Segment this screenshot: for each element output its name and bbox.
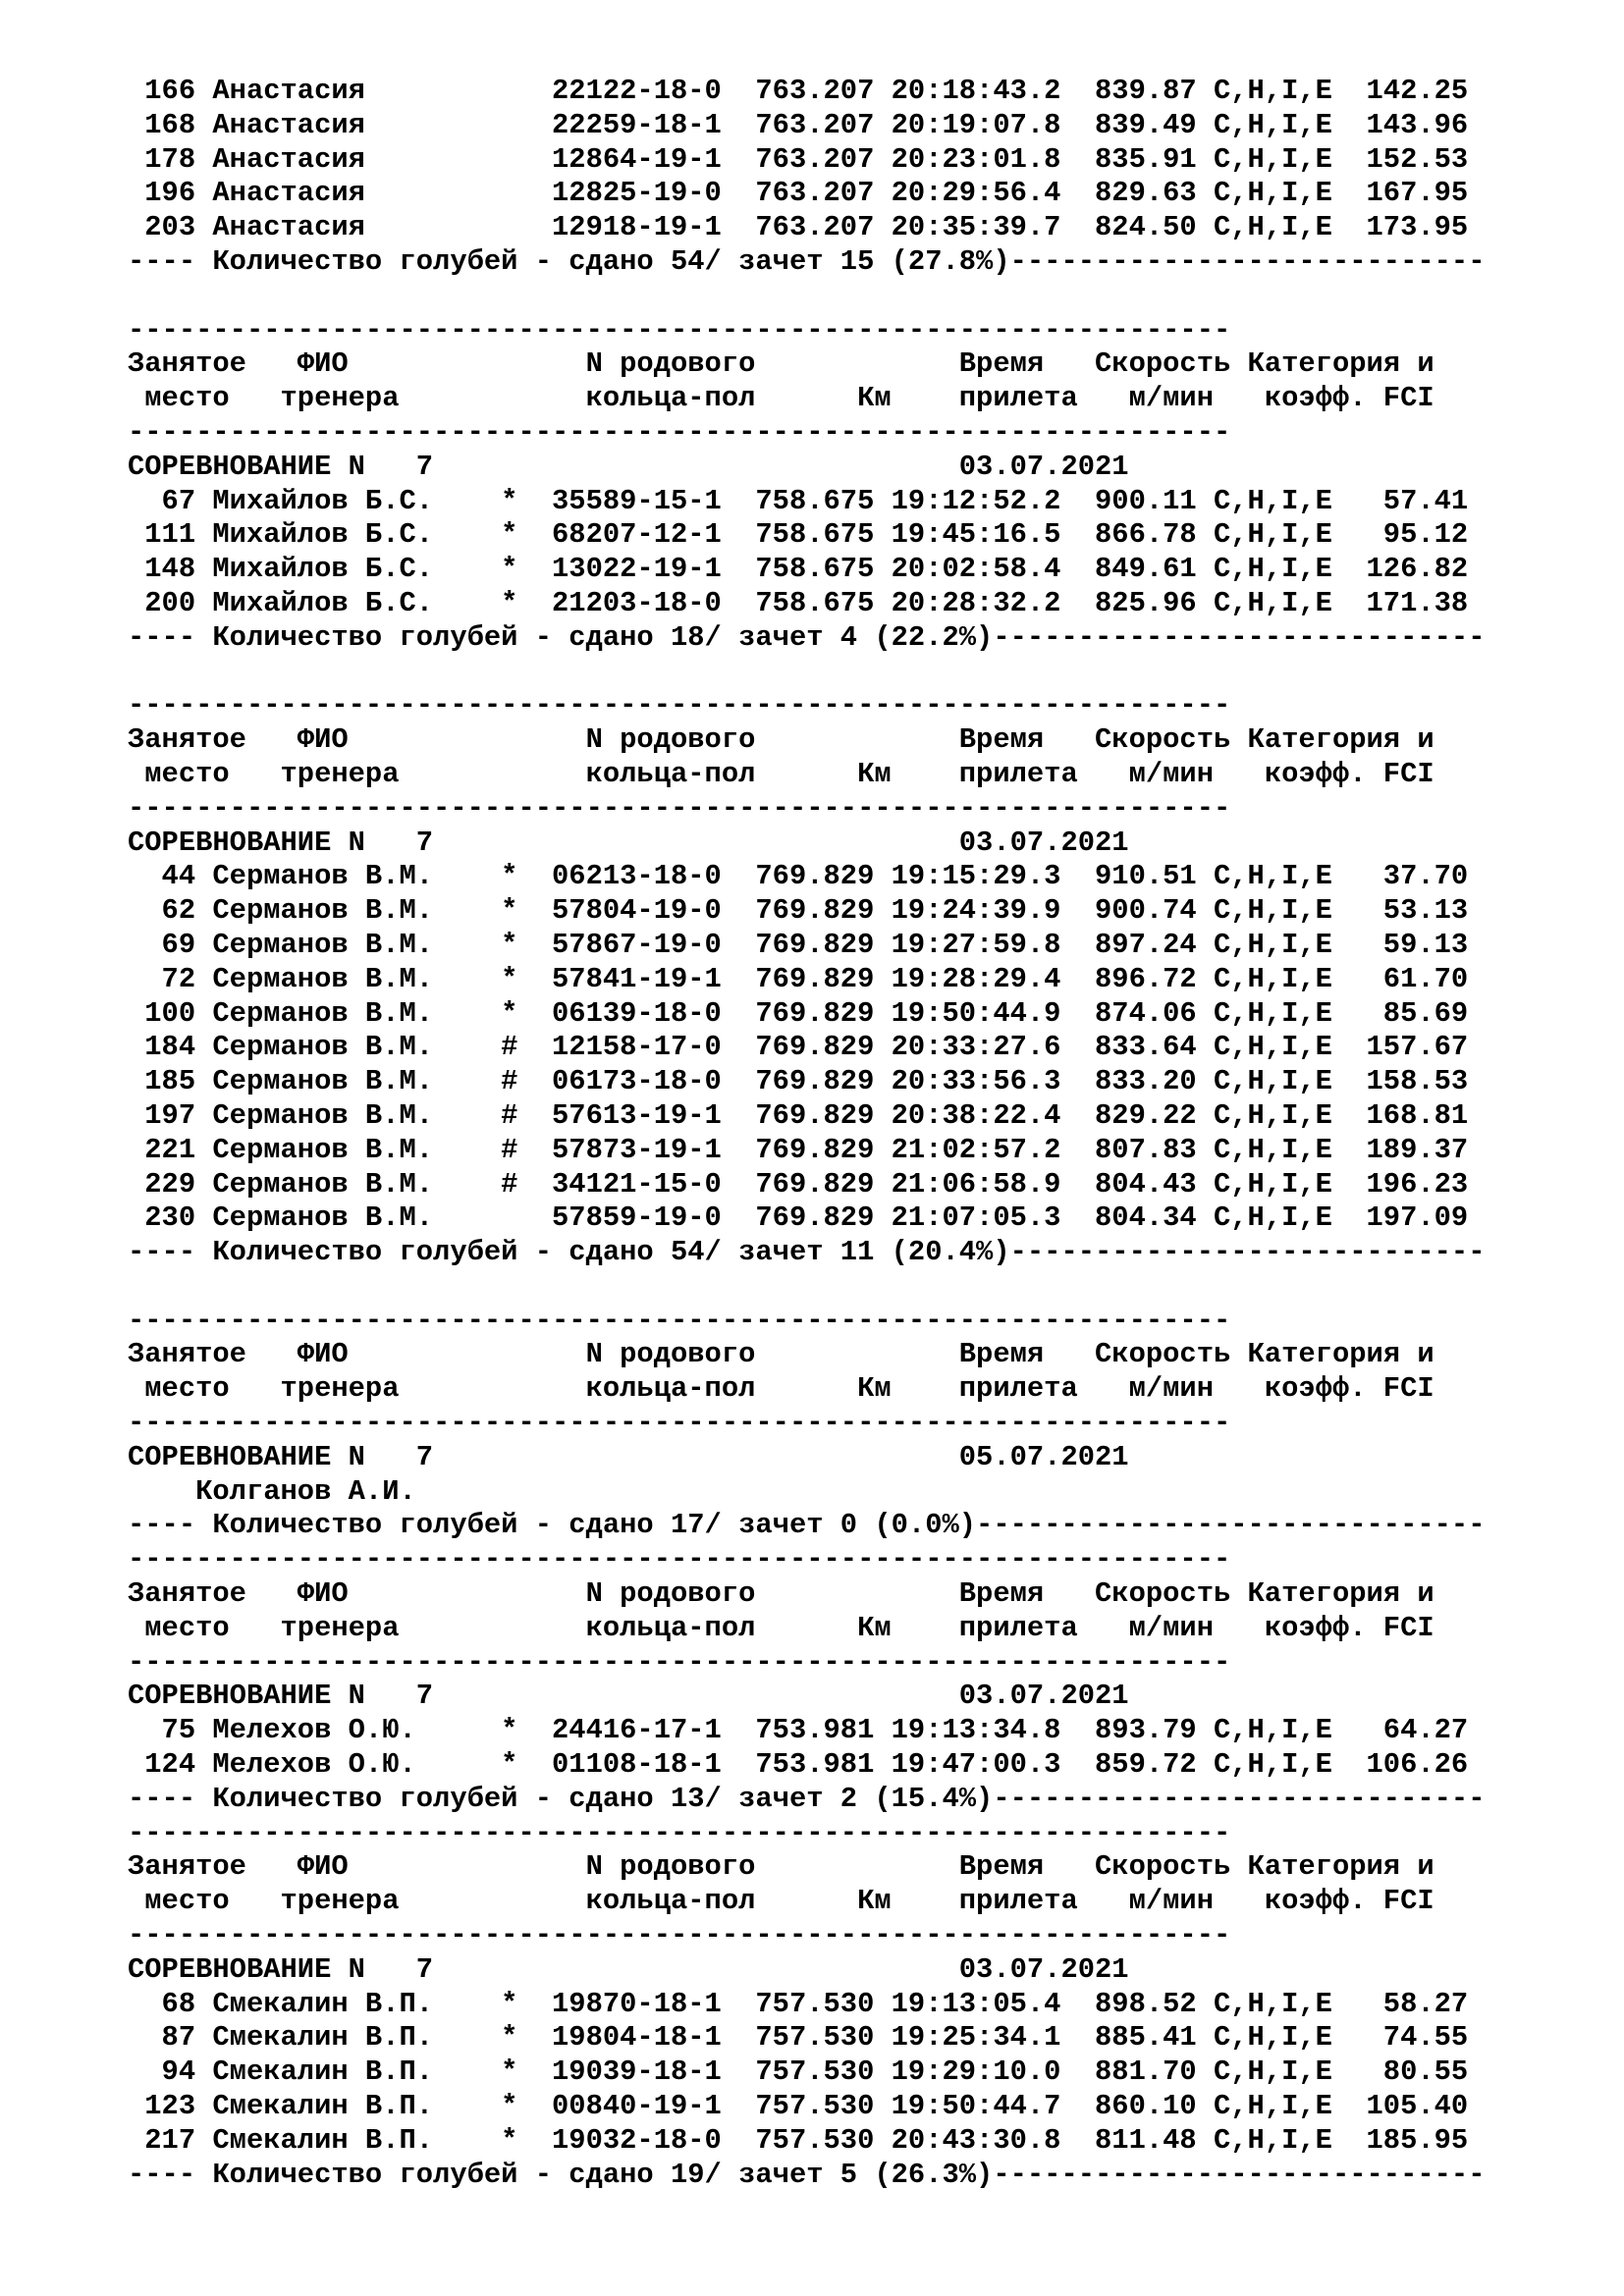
column-header-line-1: Занятое ФИО N родового Время Скорость Категория и — [128, 347, 1435, 381]
result-row: 203 Анастасия 12918-19-1 763.207 20:35:39.7 824.50 C,H,I,E 173.95 — [128, 211, 1469, 244]
table-rule: ----------------------------------------------------------------- — [128, 1407, 1231, 1440]
result-row: Колганов А.И. — [128, 1474, 416, 1508]
table-rule: ----------------------------------------------------------------- — [128, 689, 1231, 722]
result-row: 123 Смекалин В.П. * 00840-19-1 757.530 19:50:44.7 860.10 C,H,I,E 105.40 — [128, 2090, 1469, 2123]
result-row: 68 Смекалин В.П. * 19870-18-1 757.530 19:13:05.4 898.52 C,H,I,E 58.27 — [128, 1987, 1469, 2020]
result-row: 44 Серманов В.М. * 06213-18-0 769.829 19:15:29.3 910.51 C,H,I,E 37.70 — [128, 860, 1469, 893]
block-summary: ---- Количество голубей - сдано 54/ зачет 15 (27.8%)---------------------------- — [128, 244, 1486, 278]
block-summary: ---- Количество голубей - сдано 17/ зачет 0 (0.0%)------------------------------ — [128, 1509, 1486, 1542]
result-row: 221 Серманов В.М. # 57873-19-1 769.829 21:02:57.2 807.83 C,H,I,E 189.37 — [128, 1133, 1469, 1166]
block-summary: ---- Количество голубей - сдано 13/ зачет 2 (15.4%)----------------------------- — [128, 1782, 1486, 1815]
result-row: 69 Серманов В.М. * 57867-19-0 769.829 19:27:59.8 897.24 C,H,I,E 59.13 — [128, 928, 1469, 961]
block-summary: ---- Количество голубей - сдано 19/ зачет 5 (26.3%)----------------------------- — [128, 2158, 1486, 2191]
block-summary: ---- Количество голубей - сдано 18/ зачет 4 (22.2%)----------------------------- — [128, 620, 1486, 654]
result-row: 100 Серманов В.М. * 06139-18-0 769.829 19:50:44.9 874.06 C,H,I,E 85.69 — [128, 996, 1469, 1030]
result-row: 185 Серманов В.М. # 06173-18-0 769.829 20:33:56.3 833.20 C,H,I,E 158.53 — [128, 1065, 1469, 1098]
result-row: 197 Серманов В.М. # 57613-19-1 769.829 20:38:22.4 829.22 C,H,I,E 168.81 — [128, 1098, 1469, 1132]
column-header-line-2: место тренера кольца-пол Км прилета м/мин коэфф. FCI — [128, 1611, 1435, 1644]
column-header-line-2: место тренера кольца-пол Км прилета м/мин коэфф. FCI — [128, 1372, 1435, 1406]
result-row: 62 Серманов В.М. * 57804-19-0 769.829 19:24:39.9 900.74 C,H,I,E 53.13 — [128, 894, 1469, 928]
table-rule: ----------------------------------------------------------------- — [128, 791, 1231, 825]
result-block — [128, 1817, 1610, 2193]
result-row: 87 Смекалин В.П. * 19804-18-1 757.530 19:25:34.1 885.41 C,H,I,E 74.55 — [128, 2021, 1469, 2055]
result-row: 94 Смекалин В.П. * 19039-18-1 757.530 19:29:10.0 881.70 C,H,I,E 80.55 — [128, 2056, 1469, 2089]
result-row: 217 Смекалин В.П. * 19032-18-0 757.530 20:43:30.8 811.48 C,H,I,E 185.95 — [128, 2123, 1469, 2157]
table-rule: ----------------------------------------------------------------- — [128, 415, 1231, 449]
column-header-line-1: Занятое ФИО N родового Время Скорость Категория и — [128, 1338, 1435, 1371]
result-row: 229 Серманов В.М. # 34121-15-0 769.829 21:06:58.9 804.43 C,H,I,E 196.23 — [128, 1167, 1469, 1201]
result-row: 111 Михайлов Б.С. * 68207-12-1 758.675 19:45:16.5 866.78 C,H,I,E 95.12 — [128, 518, 1469, 552]
result-row: 178 Анастасия 12864-19-1 763.207 20:23:01.8 835.91 C,H,I,E 152.53 — [128, 142, 1469, 176]
result-row: 72 Серманов В.М. * 57841-19-1 769.829 19:28:29.4 896.72 C,H,I,E 61.70 — [128, 962, 1469, 995]
result-row: 75 Мелехов О.Ю. * 24416-17-1 753.981 19:13:34.8 893.79 C,H,I,E 64.27 — [128, 1714, 1469, 1747]
competition-line: СОРЕВНОВАНИЕ N 7 03.07.2021 — [128, 1952, 1129, 1986]
result-block — [128, 689, 1610, 1270]
result-row: 196 Анастасия 12825-19-0 763.207 20:29:56.4 829.63 C,H,I,E 167.95 — [128, 177, 1469, 210]
blank-line — [128, 1270, 1610, 1305]
result-row: 184 Серманов В.М. # 12158-17-0 769.829 20:33:27.6 833.64 C,H,I,E 157.67 — [128, 1031, 1469, 1064]
result-row: 168 Анастасия 22259-18-1 763.207 20:19:07.8 839.49 C,H,I,E 143.96 — [128, 108, 1469, 141]
result-block — [128, 75, 1610, 280]
competition-line: СОРЕВНОВАНИЕ N 7 03.07.2021 — [128, 826, 1129, 859]
result-block — [128, 1305, 1610, 1544]
column-header-line-1: Занятое ФИО N родового Время Скорость Категория и — [128, 1577, 1435, 1611]
table-rule: ----------------------------------------------------------------- — [128, 1304, 1231, 1337]
column-header-line-1: Занятое ФИО N родового Время Скорость Категория и — [128, 1850, 1435, 1884]
result-row: 148 Михайлов Б.С. * 13022-19-1 758.675 20:02:58.4 849.61 C,H,I,E 126.82 — [128, 553, 1469, 586]
table-rule: ----------------------------------------------------------------- — [128, 1919, 1231, 1952]
table-rule: ----------------------------------------------------------------- — [128, 1543, 1231, 1576]
column-header-line-2: место тренера кольца-пол Км прилета м/мин коэфф. FCI — [128, 1885, 1435, 1918]
blank-line — [128, 656, 1610, 690]
competition-line: СОРЕВНОВАНИЕ N 7 03.07.2021 — [128, 1680, 1129, 1713]
competition-line: СОРЕВНОВАНИЕ N 7 05.07.2021 — [128, 1440, 1129, 1473]
column-header-line-2: место тренера кольца-пол Км прилета м/мин коэфф. FCI — [128, 382, 1435, 415]
table-rule: ----------------------------------------------------------------- — [128, 1816, 1231, 1849]
table-rule: ----------------------------------------------------------------- — [128, 313, 1231, 347]
result-block — [128, 1543, 1610, 1816]
results-document — [128, 75, 1610, 2192]
block-summary: ---- Количество голубей - сдано 54/ зачет 11 (20.4%)---------------------------- — [128, 1236, 1486, 1269]
column-header-line-1: Занятое ФИО N родового Время Скорость Категория и — [128, 723, 1435, 757]
column-header-line-2: место тренера кольца-пол Км прилета м/мин коэфф. FCI — [128, 757, 1435, 790]
result-block — [128, 314, 1610, 656]
result-row: 67 Михайлов Б.С. * 35589-15-1 758.675 19:12:52.2 900.11 C,H,I,E 57.41 — [128, 484, 1469, 517]
competition-line: СОРЕВНОВАНИЕ N 7 03.07.2021 — [128, 450, 1129, 483]
blank-line — [128, 280, 1610, 314]
result-row: 124 Мелехов О.Ю. * 01108-18-1 753.981 19:47:00.3 859.72 C,H,I,E 106.26 — [128, 1748, 1469, 1782]
table-rule: ----------------------------------------------------------------- — [128, 1645, 1231, 1679]
result-row: 200 Михайлов Б.С. * 21203-18-0 758.675 20:28:32.2 825.96 C,H,I,E 171.38 — [128, 586, 1469, 619]
result-row: 166 Анастасия 22122-18-0 763.207 20:18:43.2 839.87 C,H,I,E 142.25 — [128, 75, 1469, 107]
result-row: 230 Серманов В.М. 57859-19-0 769.829 21:07:05.3 804.34 C,H,I,E 197.09 — [128, 1201, 1469, 1235]
